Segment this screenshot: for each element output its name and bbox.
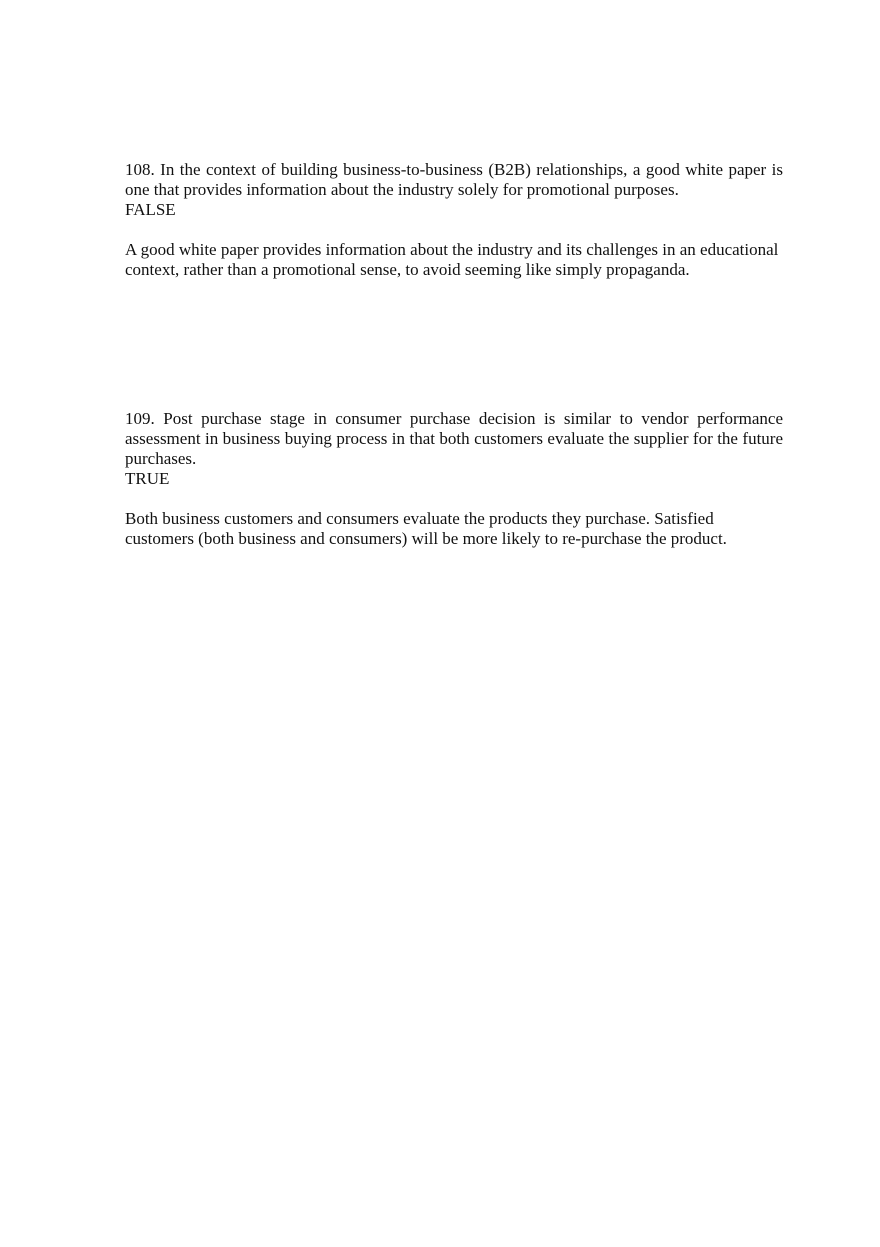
- question-text: 108. In the context of building business-to-business (B2B) relationships, a good white paper is one that provides information about the industry solely for promotional purposes.: [125, 160, 783, 199]
- explanation-text: A good white paper provides information about the industry and its challenges in an educational context, rather than a promotional sense, to avoid seeming like simply propaganda.: [125, 240, 779, 279]
- question-text: 109. Post purchase stage in consumer purchase decision is similar to vendor performance assessment in business buying process in that both customers evaluate the supplier for the future purchases.: [125, 409, 783, 468]
- answer-label: FALSE: [125, 200, 176, 219]
- answer-label: TRUE: [125, 469, 170, 488]
- question-block-109: [125, 409, 783, 549]
- explanation-text: Both business customers and consumers evaluate the products they purchase. Satisfied customers (both business and consumers) will be more likely to re-purchase the product.: [125, 509, 727, 548]
- question-block-108: [125, 160, 783, 280]
